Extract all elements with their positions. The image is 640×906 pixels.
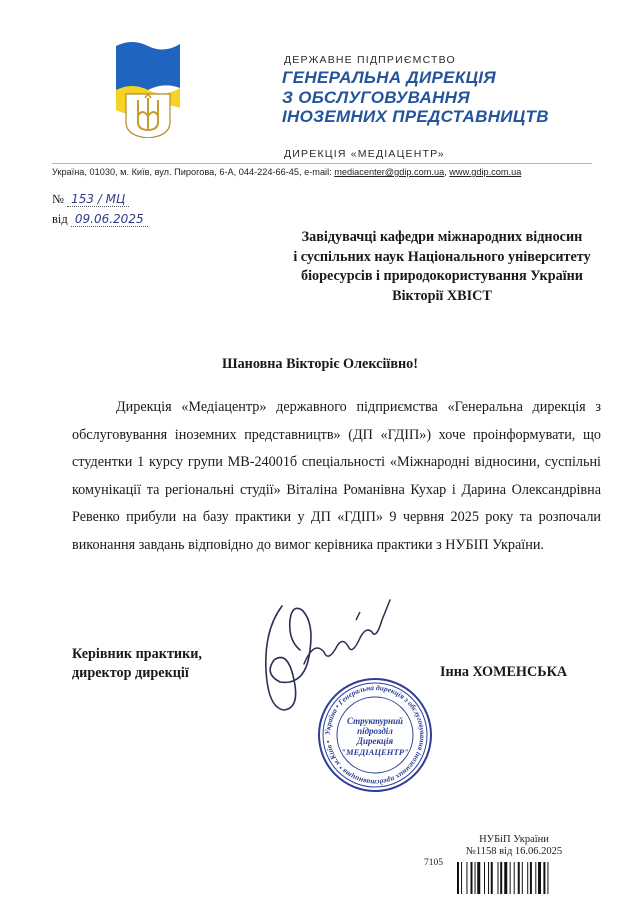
salutation: Шановна Вікторіє Олексіївно! [222, 356, 418, 372]
ukraine-flag-trident-icon [116, 38, 180, 138]
outgoing-date: від 09.06.2025 [52, 212, 148, 227]
handwritten-number: 153 / МЦ [67, 192, 129, 207]
handwritten-date: 09.06.2025 [71, 212, 148, 227]
svg-text:підрозділ: підрозділ [357, 726, 393, 736]
letter-body: Дирекція «Медіацентр» державного підприємства «Генеральна дирекція з обслуговування іноземних представництв» (ДП «ГДІП») хоче проінформувати, що студентки 1 курсу групи МВ-24001б спеціальності «Міжнародні відносини, суспільні комунікації та регіональні студії» Віталіна Романівна Кухар і Дарина Олександрівна Ревенко прибули на базу практики у ДП «ГДІП» 9 червня 2025 року та розпочали виконання завдань відповідно до вимог керівника практики з НУБІП України. [72, 399, 601, 553]
svg-text:Структурний: Структурний [346, 716, 404, 726]
contact-line: Україна, 01030, м. Київ, вул. Пирогова, 6-А, 044-224-66-45, e-mail: mediacenter@gdip.com.ua, www.gdip.com.ua [52, 167, 522, 177]
registration-stamp: НУБіП України №1158 від 16.06.2025 [465, 834, 563, 857]
signatory-position: Керівник практики, директор дирекції [72, 646, 202, 681]
website-link[interactable]: www.gdip.com.ua [449, 167, 522, 177]
email-link[interactable]: mediacenter@gdip.com.ua [334, 167, 445, 177]
recipient-block: Завідувачці кафедри міжнародних відносин і суспільних наук Національного університету біоресурсів і природокористування України Вікторії ХВІСТ [293, 229, 591, 304]
svg-text:"МЕДІАЦЕНТР": "МЕДІАЦЕНТР" [341, 747, 409, 757]
signatory-name: Інна ХОМЕНСЬКА [440, 664, 568, 680]
svg-text:Дирекція: Дирекція [356, 736, 394, 746]
document-number: 7105 [424, 858, 443, 868]
directorate-name: ДИРЕКЦІЯ «МЕДІАЦЕНТР» [284, 148, 445, 160]
stamp-ring-text: Україна • Генеральна дирекція з обслуговування іноземних представництв • м.Київ • [322, 682, 428, 788]
handwritten-signature-icon [244, 590, 404, 720]
org-name: ГЕНЕРАЛЬНА ДИРЕКЦІЯ З ОБСЛУГОВУВАННЯ ІНОЗЕМНИХ ПРЕДСТАВНИЦТВ [282, 68, 549, 126]
header-divider [52, 163, 592, 164]
outgoing-number: № 153 / МЦ [52, 192, 129, 207]
barcode-icon [456, 862, 572, 894]
org-type: ДЕРЖАВНЕ ПІДПРИЄМСТВО [284, 54, 456, 66]
